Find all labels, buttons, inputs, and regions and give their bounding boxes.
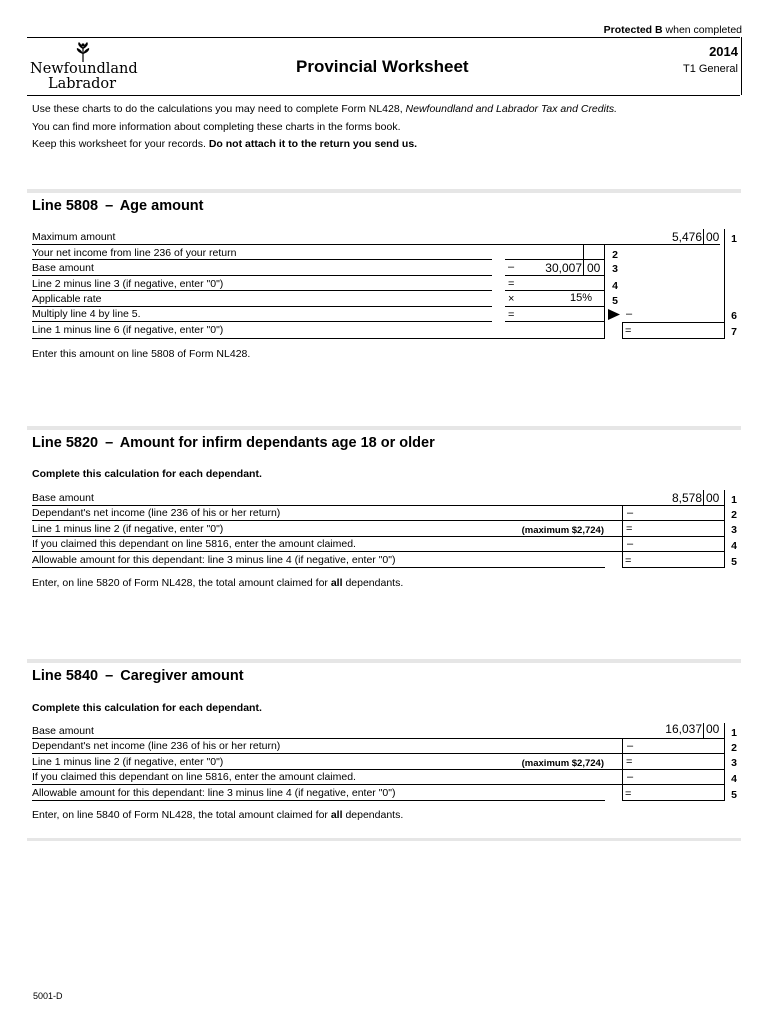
rule-5808-1 bbox=[32, 244, 720, 245]
provincial-logo bbox=[30, 41, 138, 92]
op-minus-5840-4: – bbox=[627, 771, 634, 783]
rule-5808-right-7 bbox=[622, 338, 725, 339]
rule-5808-col-cents bbox=[583, 244, 584, 276]
row-5820-3: Line 1 minus line 2 (if negative, enter "0") bbox=[32, 523, 224, 535]
num-5840-4: 4 bbox=[731, 773, 737, 785]
rule-5808-col-6 bbox=[505, 321, 605, 322]
rule-5840-col-cents bbox=[703, 723, 704, 739]
rule-5808-col-right bbox=[604, 244, 605, 338]
rule-5840-1 bbox=[32, 738, 724, 739]
rule-5808-2 bbox=[32, 259, 492, 260]
rule-5820-2 bbox=[32, 520, 724, 521]
row-5808-4: Line 2 minus line 3 (if negative, enter "0") bbox=[32, 278, 224, 290]
maximum-5840: (maximum $2,724) bbox=[521, 758, 604, 769]
intro-line-3-bold: Do not attach it to the return you send us. bbox=[208, 138, 418, 150]
section-5820-line: Line 5820 bbox=[32, 435, 99, 451]
max-amount-5808-cents[interactable]: 00 bbox=[706, 230, 720, 244]
row-5820-5: Allowable amount for this dependant: line 3 minus line 4 (if negative, enter "0") bbox=[32, 554, 396, 566]
rule-5840-2 bbox=[32, 753, 724, 754]
rule-5820-5-right bbox=[622, 567, 724, 568]
footer-5840-text-a: Enter, on line 5840 of Form NL428, the total amount claimed for bbox=[32, 809, 331, 821]
op-equals-5840-3: = bbox=[626, 756, 633, 768]
section-5808-name: Age amount bbox=[119, 198, 204, 214]
rule-5840-5 bbox=[32, 800, 605, 801]
rule-5808-col-3 bbox=[505, 275, 605, 276]
num-5820-5: 5 bbox=[731, 556, 737, 568]
num-5820-1: 1 bbox=[731, 494, 737, 506]
section-5808-band bbox=[27, 189, 741, 193]
op-minus-5820-4: – bbox=[627, 538, 634, 550]
op-times-5808-5: × bbox=[508, 293, 515, 305]
result-field-5808-7[interactable] bbox=[634, 323, 722, 337]
base-amount-5808-dollars[interactable]: 30,007 bbox=[545, 261, 582, 275]
pitcher-plant-icon bbox=[71, 41, 95, 63]
rule-5820-1 bbox=[32, 505, 724, 506]
rule-5840-col-left bbox=[622, 738, 623, 801]
footer-5820-text-c: dependants. bbox=[342, 577, 404, 589]
footer-5808: Enter this amount on line 5808 of Form NL428. bbox=[32, 348, 251, 360]
footer-5840 bbox=[32, 809, 403, 821]
footer-5820-text-a: Enter, on line 5820 of Form NL428, the total amount claimed for bbox=[32, 577, 331, 589]
rule-5820-5 bbox=[32, 567, 605, 568]
max-amount-5808-dollars[interactable]: 5,476 bbox=[671, 230, 702, 244]
row-5820-2: Dependant's net income (line 236 of his or her return) bbox=[32, 507, 281, 519]
op-equals-5840-5: = bbox=[625, 788, 632, 800]
section-5820-name: Amount for infirm dependants age 18 or older bbox=[119, 435, 435, 451]
section-5840-dash: – bbox=[105, 668, 114, 684]
section-5808-line: Line 5808 bbox=[32, 198, 99, 214]
rule-5820-4 bbox=[32, 551, 724, 552]
footer-5840-text-c: dependants. bbox=[342, 809, 404, 821]
num-5808-1: 1 bbox=[731, 233, 737, 245]
row-5840-1: Base amount bbox=[32, 725, 94, 737]
section-5820-dash: – bbox=[105, 435, 114, 451]
num-5820-2: 2 bbox=[731, 509, 737, 521]
instruction-5820: Complete this calculation for each dependant. bbox=[32, 468, 262, 480]
rule-5808-right-right bbox=[724, 229, 725, 339]
rule-5808-col-5 bbox=[505, 306, 605, 307]
row-5808-7: Line 1 minus line 6 (if negative, enter "0") bbox=[32, 324, 224, 336]
rule-5808-col-4 bbox=[505, 290, 605, 291]
rule-5808-4 bbox=[32, 290, 492, 291]
logo-labrador: Labrador bbox=[48, 76, 117, 92]
rule-5808-6 bbox=[32, 321, 492, 322]
num-5840-5: 5 bbox=[731, 789, 737, 801]
rule-5808-3 bbox=[32, 275, 492, 276]
when-completed-text: when completed bbox=[665, 24, 742, 36]
intro-line-1-italic: Newfoundland and Labrador Tax and Credits. bbox=[405, 103, 618, 115]
protected-b-label bbox=[604, 24, 742, 36]
row-5808-1: Maximum amount bbox=[32, 231, 116, 243]
section-5840-title bbox=[32, 668, 244, 684]
num-5820-3: 3 bbox=[731, 524, 737, 536]
intro-line-1 bbox=[32, 103, 617, 115]
base-amount-5808-cents[interactable]: 00 bbox=[587, 261, 601, 275]
row-5840-2: Dependant's net income (line 236 of his or her return) bbox=[32, 740, 281, 752]
row-5840-3: Line 1 minus line 2 (if negative, enter "0") bbox=[32, 756, 224, 768]
arrow-right-icon bbox=[608, 309, 620, 320]
intro-line-2: You can find more information about completing these charts in the forms book. bbox=[32, 121, 401, 133]
rule-5820-col-cents bbox=[703, 490, 704, 506]
instruction-5840: Complete this calculation for each dependant. bbox=[32, 702, 262, 714]
num-5808-4: 4 bbox=[612, 280, 618, 292]
row-5840-5: Allowable amount for this dependant: line 3 minus line 4 (if negative, enter "0") bbox=[32, 787, 396, 799]
rule-5840-3 bbox=[32, 769, 724, 770]
op-minus-5808-3: – bbox=[508, 261, 515, 273]
maximum-5820: (maximum $2,724) bbox=[521, 525, 604, 536]
base-amount-5820-dollars[interactable]: 8,578 bbox=[671, 491, 702, 505]
rule-5820-3 bbox=[32, 536, 724, 537]
num-5840-3: 3 bbox=[731, 757, 737, 769]
section-end-band bbox=[27, 838, 741, 841]
op-equals-5808-right-7: = bbox=[625, 325, 632, 337]
row-5820-4: If you claimed this dependant on line 5816, enter the amount claimed. bbox=[32, 538, 356, 550]
num-5840-2: 2 bbox=[731, 742, 737, 754]
row-5808-6: Multiply line 4 by line 5. bbox=[32, 308, 141, 320]
base-amount-5840-cents[interactable]: 00 bbox=[706, 722, 720, 736]
row-5808-5: Applicable rate bbox=[32, 293, 102, 305]
row-5808-3: Base amount bbox=[32, 262, 94, 274]
protected-b-text: Protected B bbox=[603, 24, 663, 36]
num-5808-6: 6 bbox=[731, 310, 737, 322]
intro-line-1-text: Use these charts to do the calculations you may need to complete Form NL428, bbox=[32, 103, 406, 115]
applicable-rate-5808[interactable]: 15% bbox=[569, 292, 592, 304]
row-5820-1: Base amount bbox=[32, 492, 94, 504]
rule-5808-right-cents bbox=[703, 229, 704, 245]
num-5808-3: 3 bbox=[612, 263, 618, 275]
page-title: Provincial Worksheet bbox=[296, 57, 469, 76]
rule-5820-col-right bbox=[724, 490, 725, 568]
section-5840-band bbox=[27, 659, 741, 663]
footer-5840-text-b: all bbox=[330, 809, 343, 821]
footer-5820-text-b: all bbox=[330, 577, 343, 589]
intro-line-3 bbox=[32, 138, 417, 150]
logo-newfoundland: Newfoundland bbox=[30, 61, 138, 77]
base-amount-5840-dollars[interactable]: 16,037 bbox=[665, 722, 702, 736]
rule-5808-right-left bbox=[622, 322, 623, 339]
num-5840-1: 1 bbox=[731, 727, 737, 739]
rule-5820-col-left bbox=[622, 505, 623, 568]
base-amount-5820-cents[interactable]: 00 bbox=[706, 491, 720, 505]
tax-year: 2014 bbox=[709, 44, 738, 59]
rule-5808-7 bbox=[32, 338, 605, 339]
op-equals-5808-4: = bbox=[508, 278, 515, 290]
op-equals-5820-5: = bbox=[625, 555, 632, 567]
form-code: 5001-D bbox=[33, 991, 63, 1001]
op-minus-5820-2: – bbox=[627, 507, 634, 519]
num-5808-2: 2 bbox=[612, 249, 618, 261]
section-5820-title bbox=[32, 435, 435, 451]
row-5840-4: If you claimed this dependant on line 5816, enter the amount claimed. bbox=[32, 771, 356, 783]
section-5840-line: Line 5840 bbox=[32, 668, 99, 684]
rule-5808-5 bbox=[32, 306, 492, 307]
op-minus-5840-2: – bbox=[627, 740, 634, 752]
section-5820-band bbox=[27, 426, 741, 430]
rule-5808-col-2 bbox=[505, 259, 605, 260]
op-minus-5808-right-6: – bbox=[626, 308, 633, 320]
intro-line-3-text: Keep this worksheet for your records. bbox=[32, 138, 209, 150]
section-5808-title bbox=[32, 198, 203, 214]
rule-5840-5-right bbox=[622, 800, 724, 801]
num-5808-7: 7 bbox=[731, 326, 737, 338]
num-5820-4: 4 bbox=[731, 540, 737, 552]
section-5808-dash: – bbox=[105, 198, 114, 214]
footer-5820 bbox=[32, 577, 403, 589]
form-type: T1 General bbox=[682, 63, 738, 75]
row-5808-2: Your net income from line 236 of your return bbox=[32, 247, 237, 259]
rule-5840-col-right bbox=[724, 723, 725, 801]
op-equals-5808-6: = bbox=[508, 309, 515, 321]
section-5840-name: Caregiver amount bbox=[120, 668, 244, 684]
rule-5840-4 bbox=[32, 784, 724, 785]
header-right-border bbox=[741, 37, 742, 95]
num-5808-5: 5 bbox=[612, 295, 618, 307]
op-equals-5820-3: = bbox=[626, 523, 633, 535]
